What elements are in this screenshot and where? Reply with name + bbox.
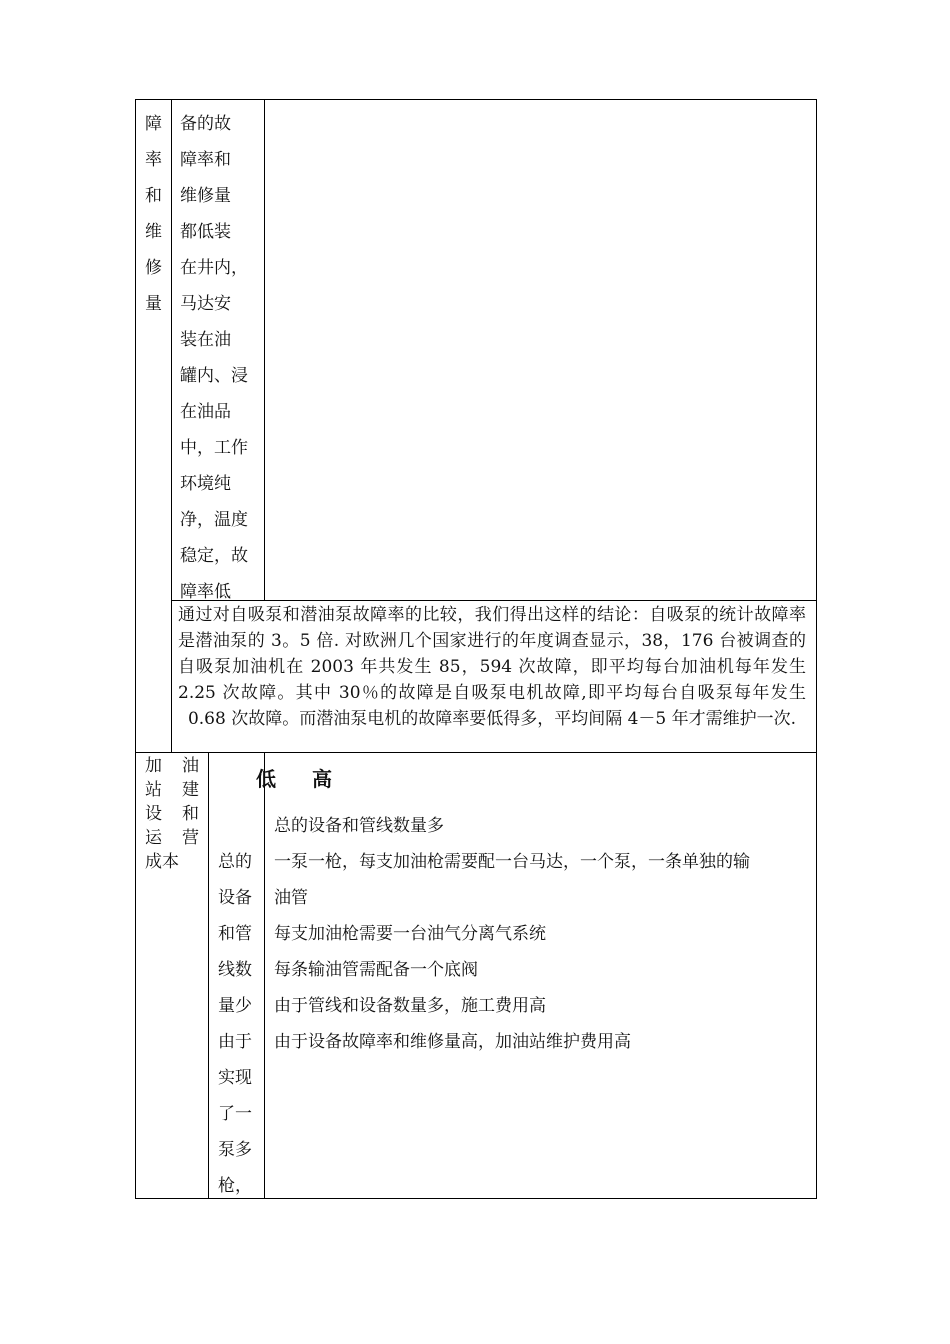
label-left-char: 设 [145, 804, 162, 824]
label-right-char: 油 [182, 756, 199, 776]
table-right-border [816, 99, 817, 1199]
col2-line: 线数 [218, 960, 252, 980]
col2-line: 总的 [218, 852, 252, 872]
label-left-char: 站 [145, 780, 162, 800]
col2-line: 实现 [218, 1068, 252, 1088]
col2-line: 马达安 [180, 294, 231, 314]
col2-line: 和管 [218, 924, 252, 944]
table-top-border [135, 99, 817, 100]
col2-line: 设备 [218, 888, 252, 908]
col2-line: 量少 [218, 996, 252, 1016]
col-divider-1b [208, 752, 209, 1199]
col2-line: 装在油 [180, 330, 231, 350]
label-right-char: 营 [182, 828, 199, 848]
col2-line: 都低装 [180, 222, 231, 242]
conclusion-paragraph: 通过对自吸泵和潜油泵故障率的比较，我们得出这样的结论：自吸泵的统计故障率是潜油泵的 3。5 倍. 对欧洲几个国家进行的年度调查显示，38，176 台被调查的自吸泵加油机在 2003 年共发生 85，594 次故障，即平均每台加油机每年发生 2.25 次故障。其中 30％的故障是自吸泵电机故障,即平均每台自吸泵每年发生 0.68 次故障。而潜油泵电机的故障率要低得多，平均间隔 4－5 年才需维护一次. [178, 605, 806, 729]
label-last: 成本 [145, 852, 179, 872]
col-divider-1a [171, 99, 172, 753]
high-header: 高 [312, 767, 332, 791]
col2-line: 枪， [218, 1176, 252, 1196]
table-left-border [135, 99, 136, 1199]
col2-line: 净，温度 [180, 510, 248, 530]
col-divider-2a [264, 99, 265, 601]
section1-label [145, 106, 162, 322]
list-item: 油管 [274, 888, 308, 908]
label-left-char: 加 [145, 756, 162, 776]
col-divider-2b [264, 752, 265, 1199]
col2-line: 维修量 [180, 186, 231, 206]
col2-line: 由于 [218, 1032, 252, 1052]
col2-line: 稳定，故 [180, 546, 248, 566]
label-char: 修 [145, 258, 162, 278]
section2-col2 [218, 844, 252, 1204]
col2-line: 在井内， [180, 258, 248, 278]
col2-line: 备的故 [180, 114, 231, 134]
col2-line: 泵多 [218, 1140, 252, 1160]
list-item: 一泵一枪，每支加油枪需要配一台马达，一个泵，一条单独的输 [274, 852, 750, 872]
list-item: 总的设备和管线数量多 [274, 816, 444, 836]
col2-line: 罐内、浸 [180, 366, 248, 386]
list-item: 由于管线和设备数量多，施工费用高 [274, 996, 546, 1016]
col2-line: 在油品 [180, 402, 231, 422]
label-char: 障 [145, 114, 162, 134]
col2-line: 了一 [218, 1104, 252, 1124]
section-divider [135, 752, 817, 753]
label-char: 维 [145, 222, 162, 242]
inner-divider [171, 600, 817, 601]
label-char: 量 [145, 294, 162, 314]
col2-line: 中，工作 [180, 438, 248, 458]
col2-line: 环境纯 [180, 474, 231, 494]
list-item: 由于设备故障率和维修量高，加油站维护费用高 [274, 1032, 631, 1052]
label-right-char: 建 [182, 780, 199, 800]
label-char: 和 [145, 186, 162, 206]
section1-col2 [180, 106, 248, 610]
label-char: 率 [145, 150, 162, 170]
label-right-char: 和 [182, 804, 199, 824]
label-left-char: 运 [145, 828, 162, 848]
list-item: 每条输油管需配备一个底阀 [274, 960, 478, 980]
list-item: 每支加油枪需要一台油气分离气系统 [274, 924, 546, 944]
low-header: 低 [256, 767, 276, 791]
col2-line: 障率和 [180, 150, 231, 170]
col2-line: 障率低 [180, 582, 231, 602]
